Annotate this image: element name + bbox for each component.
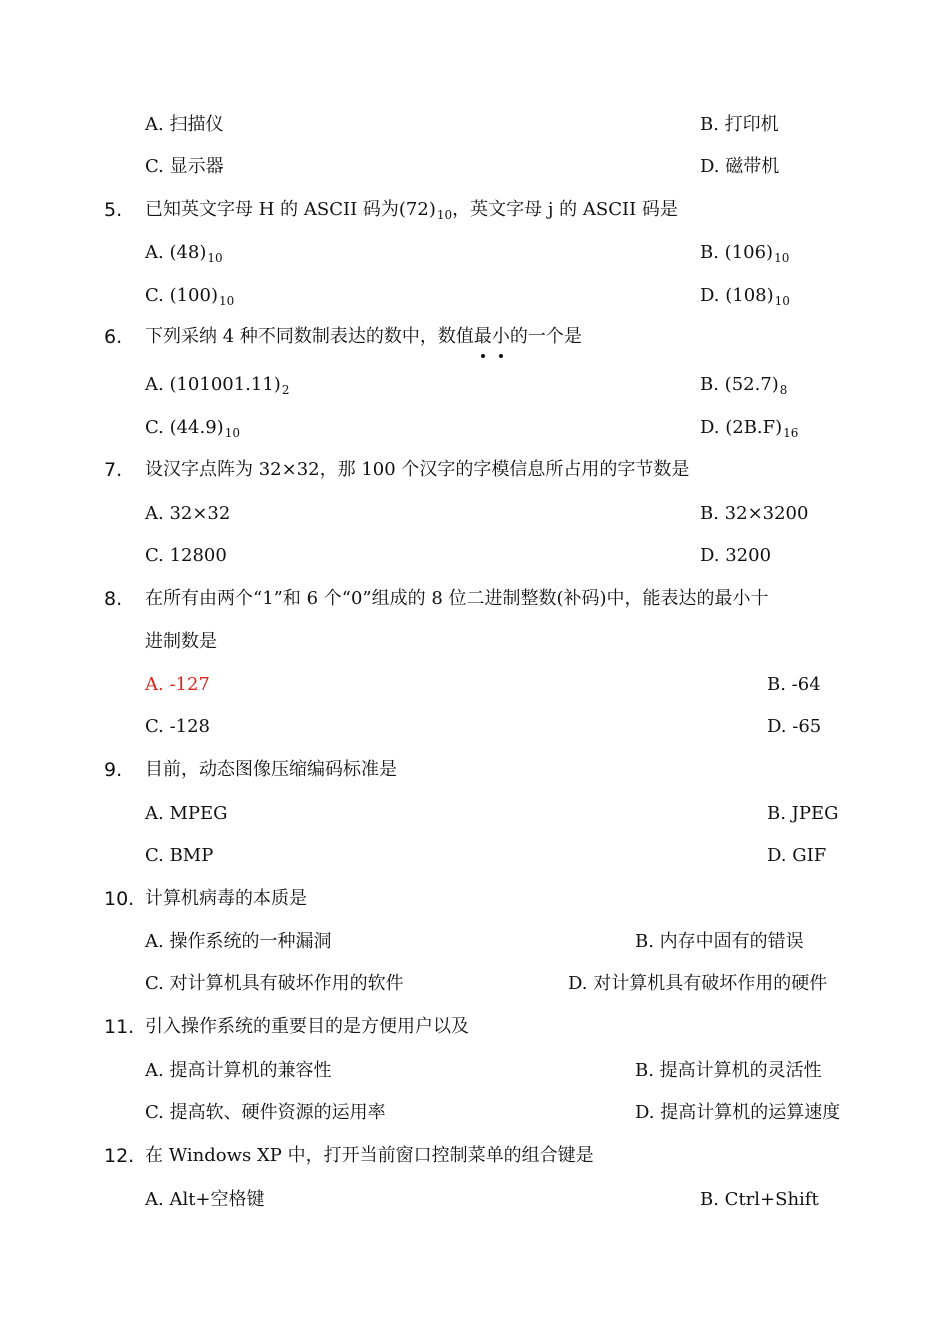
q6-text: [145, 322, 582, 352]
q4-options-row-2: [0, 152, 950, 182]
q6-emphasis-dot-1: 最: [474, 322, 492, 352]
q9-option-d: D. GIF: [767, 845, 827, 866]
q10-number: 10.: [104, 888, 135, 910]
q5-stem: [0, 195, 950, 225]
q6-option-b: [700, 370, 787, 401]
q8-text-line-1: 在所有由两个“1”和 6 个“0”组成的 8 位二进制整数(补码)中，能表达的最小十: [145, 588, 769, 609]
q5-options-row-2: [0, 281, 950, 311]
q5-option-c-subscript: 10: [218, 294, 235, 308]
q5-text-before: 已知英文字母 H 的 ASCII 码为(72): [145, 199, 436, 220]
q12-options-row-1: [0, 1185, 950, 1215]
q5-text-subscript: 10: [436, 208, 453, 222]
q6-option-d-subscript: 16: [783, 426, 799, 440]
q6-number: 6.: [104, 326, 123, 348]
q6-option-a: [145, 370, 289, 401]
q12-text: 在 Windows XP 中，打开当前窗口控制菜单的组合键是: [145, 1145, 594, 1166]
q11-options-row-1: [0, 1056, 950, 1086]
q6-option-a-text: A. (101001.11): [145, 374, 281, 395]
q6-text-before: 下列采纳 4 种不同数制表达的数中，数值: [145, 326, 474, 347]
q9-text: 目前，动态图像压缩编码标准是: [145, 759, 397, 780]
q4-option-d: D. 磁带机: [700, 156, 780, 177]
q8-stem-line-2: [0, 627, 950, 657]
q7-options-row-2: [0, 541, 950, 571]
q11-option-b: B. 提高计算机的灵活性: [635, 1060, 822, 1081]
q5-option-a-text: A. (48): [145, 242, 207, 263]
q6-options-row-1: [0, 370, 950, 400]
q6-option-d-text: D. (2B.F): [700, 417, 783, 438]
q6-option-c-text: C. (44.9): [145, 417, 224, 438]
q5-option-b: [700, 238, 789, 269]
q10-option-c: C. 对计算机具有破坏作用的软件: [145, 973, 404, 994]
q5-text: [145, 195, 678, 226]
q8-stem-line-1: [0, 584, 950, 614]
q10-option-b: B. 内存中固有的错误: [635, 931, 804, 952]
q6-option-a-subscript: 2: [281, 383, 290, 397]
q9-number: 9.: [104, 759, 123, 781]
q6-option-d: [700, 413, 798, 444]
q9-option-b: B. JPEG: [767, 803, 839, 824]
q5-option-a: [145, 238, 223, 269]
q8-option-c: C. -128: [145, 716, 211, 737]
q5-option-c: [145, 281, 234, 312]
q5-option-a-subscript: 10: [207, 251, 223, 265]
q9-option-c: C. BMP: [145, 845, 214, 866]
q10-options-row-2: [0, 969, 950, 999]
q7-option-a: A. 32×32: [145, 503, 231, 524]
q6-option-c: [145, 413, 240, 444]
q12-option-a: A. Alt+空格键: [145, 1189, 265, 1210]
q5-option-d-text: D. (108): [700, 285, 774, 306]
q8-option-b: B. -64: [767, 674, 821, 695]
q11-option-c: C. 提高软、硬件资源的运用率: [145, 1102, 386, 1123]
q10-option-a: A. 操作系统的一种漏洞: [145, 931, 332, 952]
q8-number: 8.: [104, 588, 123, 610]
q5-option-d-subscript: 10: [774, 294, 790, 308]
q11-options-row-2: [0, 1098, 950, 1128]
q4-option-a: A. 扫描仪: [145, 114, 224, 135]
q11-number: 11.: [104, 1016, 135, 1038]
q6-option-b-subscript: 8: [779, 383, 788, 397]
q9-options-row-1: [0, 799, 950, 829]
q5-option-c-text: C. (100): [145, 285, 218, 306]
q12-number: 12.: [104, 1145, 135, 1167]
q8-option-d: D. -65: [767, 716, 822, 737]
q6-options-row-2: [0, 413, 950, 443]
q9-stem: [0, 755, 950, 785]
q4-options-row-1: [0, 110, 950, 140]
q6-option-c-subscript: 10: [224, 426, 240, 440]
q4-option-c: C. 显示器: [145, 156, 224, 177]
q6-text-after: 的一个是: [509, 326, 582, 347]
q11-stem: [0, 1012, 950, 1042]
q7-option-b: B. 32×3200: [700, 503, 809, 524]
q10-option-d: D. 对计算机具有破坏作用的硬件: [568, 973, 828, 994]
q6-option-b-text: B. (52.7): [700, 374, 779, 395]
q9-options-row-2: [0, 841, 950, 871]
q11-option-a: A. 提高计算机的兼容性: [145, 1060, 332, 1081]
q10-stem: [0, 884, 950, 914]
q5-option-d: [700, 281, 790, 312]
q8-options-row-1: [0, 670, 950, 700]
q6-emphasis-dot-2: 小: [492, 322, 510, 352]
q5-option-b-subscript: 10: [774, 251, 790, 265]
q10-text: 计算机病毒的本质是: [145, 888, 307, 909]
q7-options-row-1: [0, 499, 950, 529]
q7-stem: [0, 455, 950, 485]
q8-options-row-2: [0, 712, 950, 742]
q10-options-row-1: [0, 927, 950, 957]
q11-option-d: D. 提高计算机的运算速度: [635, 1102, 841, 1123]
q12-option-b: B. Ctrl+Shift: [700, 1189, 819, 1210]
q6-stem: [0, 322, 950, 352]
q4-option-b: B. 打印机: [700, 114, 779, 135]
q7-option-d: D. 3200: [700, 545, 772, 566]
q5-number: 5.: [104, 199, 123, 221]
q7-number: 7.: [104, 459, 123, 481]
q8-option-a-highlighted: A. -127: [145, 674, 210, 695]
q5-option-b-text: B. (106): [700, 242, 774, 263]
q11-text: 引入操作系统的重要目的是方便用户以及: [145, 1016, 469, 1037]
q7-option-c: C. 12800: [145, 545, 227, 566]
q8-text-line-2: 进制数是: [145, 631, 217, 652]
q5-options-row-1: [0, 238, 950, 268]
q5-text-after: ，英文字母 j 的 ASCII 码是: [452, 199, 678, 220]
q7-text: 设汉字点阵为 32×32，那 100 个汉字的字模信息所占用的字节数是: [145, 459, 690, 480]
q12-stem: [0, 1141, 950, 1171]
q9-option-a: A. MPEG: [145, 803, 228, 824]
